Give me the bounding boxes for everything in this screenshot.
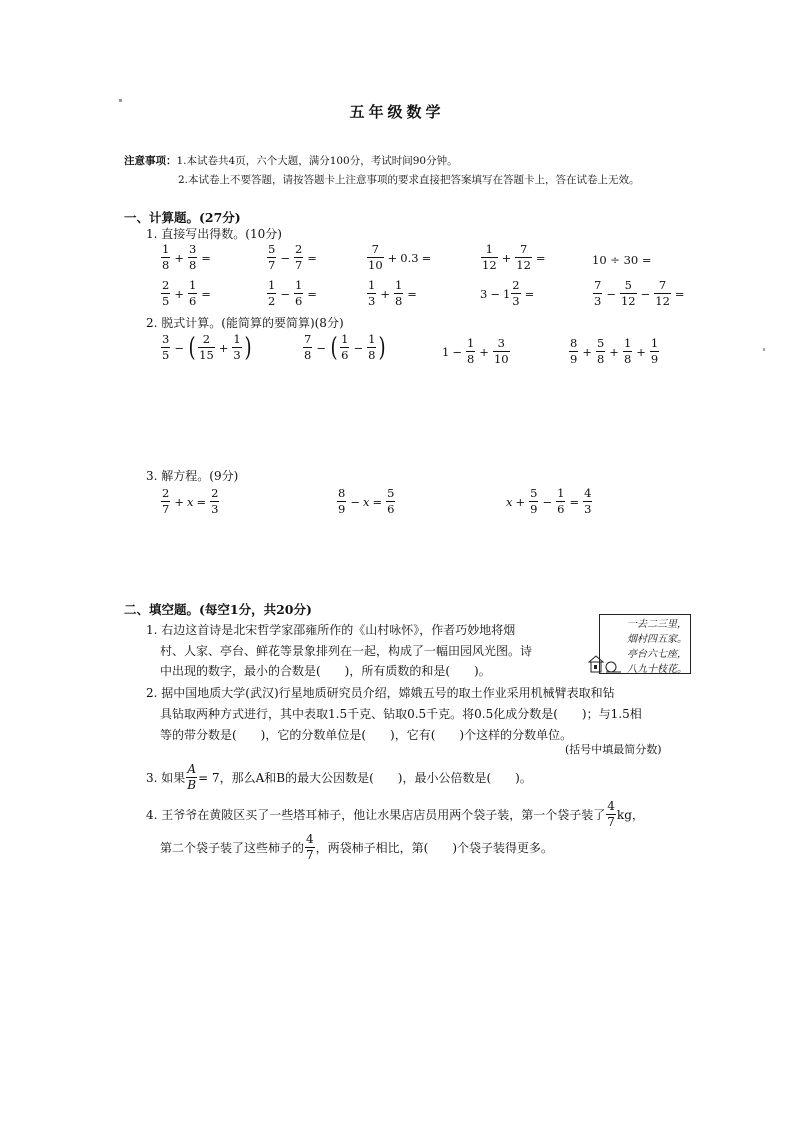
notice-item-1: 1.本试卷共4页，六个大题，满分100分，考试时间90分钟。 [176,155,458,167]
calc-item: 5 7 − $\frac{2}{7}$ = [268,242,317,272]
stepwise-item: 7 8 − ( 1 6 − $\frac{1}{8}$ ) [304,332,387,363]
equation-item: x + $\frac{5}{9}$ − $\frac{1}{6}$ = $\frac{4}{3}$ [506,486,592,516]
q2-label: 2. 脱式计算。(能简算的要简算)(8分) [146,316,344,330]
poem-line: 八九十枝花。 [627,664,687,675]
calc-item: 1 2 − $\frac{1}{6}$ = [268,278,317,308]
q2-3-prefix: 3. 如果 [146,771,186,785]
q2-4-text: 第二个袋子装了这些柿子的 [160,841,305,855]
notice-label: 注意事项： [124,155,177,167]
stepwise-item: 3 5 − ( 2 15 + $\frac{1}{3}$ ) [162,332,252,363]
section-2-heading: 二、填空题。(每空1分，共20分) [124,602,312,617]
q1-label: 1. 直接写出得数。(10分) [146,227,282,241]
calc-item: 3 − 1 $\frac{2}{3}$ = [480,278,535,308]
scan-mark [763,348,765,351]
stepwise-item: 8 9 + $\frac{5}{8}$ + $\frac{1}{8}$ + $\frac{1}{9}$ [570,336,659,366]
poem-line: 一去二三里， [627,619,687,630]
q2-3-suffix: = 7，那么A和B的最大公因数是( )，最小公倍数是( )。 [198,771,532,785]
q2-3-fraction: $\frac{A}{B}$ [187,762,197,792]
q2-4-line-1 [146,800,644,829]
q2-3-line [146,763,532,792]
q2-1-line: 中出现的数字，最小的合数是( )，所有质数的和是( )。 [160,664,491,678]
calc-item: 2 5 + $\frac{1}{6}$ = [162,278,211,308]
q2-2-line: 等的带分数是( )，它的分数单位是( )，它有( )个这样的分数单位。 [160,728,573,742]
page-title: 五年级数学 [349,103,445,121]
calc-item: 7 10 + 0.3 = [368,242,432,272]
poem-line: 亭台六七座， [627,649,687,660]
q2-2-hint: (括号中填最简分数) [565,743,662,756]
notice-line-1 [124,153,458,168]
q2-4-unit: kg， [616,808,644,822]
stepwise-item: 1 − $\frac{1}{8}$ + $\frac{3}{10}$ [442,336,509,366]
q2-4-text: 4. 王爷爷在黄陂区买了一些塔耳柿子，他让水果店店员用两个袋子装，第一个袋子装了 [146,808,606,822]
calc-item: 1 12 + $\frac{7}{12}$ = [482,242,546,272]
q3-label: 3. 解方程。(9分) [146,469,239,483]
q2-4-line-2 [160,833,553,862]
calc-item: 1 8 + $\frac{3}{8}$ = [162,242,211,272]
calc-item: 7 3 − $\frac{5}{12}$ − $\frac{7}{12}$ = [594,278,685,308]
q2-4-fraction: 4 7 [607,799,615,829]
calc-item: 10 ÷ 30 = [592,253,652,267]
notice-item-2: 2.本试卷上不要答题，请按答题卡上注意事项的要求直接把答案填写在答题卡上，答在试卷上无效。 [178,174,640,186]
q2-1-line: 1. 右边这首诗是北宋哲学家邵雍所作的《山村咏怀》，作者巧妙地将烟 [146,623,516,637]
q2-4-fraction: 4 7 [306,832,314,862]
section-1-heading: 一、计算题。(27分) [124,210,241,225]
poem-line: 烟村四五家。 [627,634,687,645]
equation-item: 2 7 + x = $\frac{2}{3}$ [162,486,219,516]
calc-item: 1 3 + $\frac{1}{8}$ = [368,278,417,308]
q2-4-text: ，两袋柿子相比，第( )个袋子装得更多。 [315,841,554,855]
q2-2-line: 2. 据中国地质大学(武汉)行星地质研究员介绍，嫦娥五号的取土作业采用机械臂表取和钻 [146,686,615,700]
q2-1-line: 村、人家、亭台、鲜花等景象排列在一起，构成了一幅田园风光图。诗 [160,644,533,658]
house-illustration [587,654,623,674]
equation-item: 8 9 − x = $\frac{5}{6}$ [338,486,395,516]
q2-2-line: 具钻取两种方式进行，其中表取1.5千克、钻取0.5千克。将0.5化成分数是( )；与1.5相 [160,707,642,721]
